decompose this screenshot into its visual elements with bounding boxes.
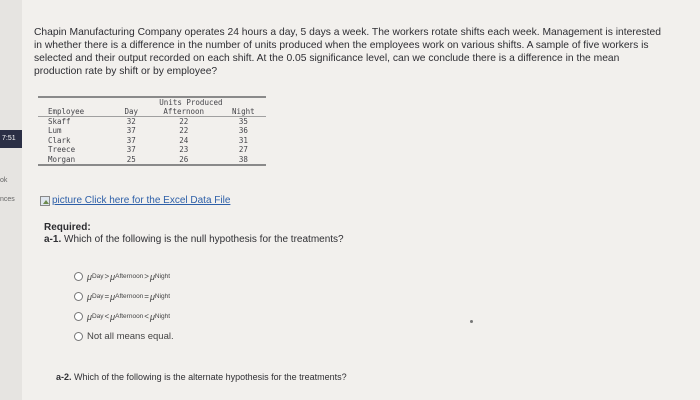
subscript-day: Day <box>91 293 104 300</box>
table-row <box>38 136 266 146</box>
cell-day: 37 <box>126 135 136 145</box>
cell-day: 25 <box>116 155 147 165</box>
subscript-night: Night <box>154 313 171 320</box>
cell-night: 38 <box>221 155 266 165</box>
operator: > <box>144 272 149 281</box>
cell-night: 31 <box>238 135 248 145</box>
cell-employee: Treece <box>48 145 76 155</box>
operator: = <box>104 292 110 301</box>
subscript-afternoon: Afternoon <box>115 313 144 320</box>
cell-employee: Clark <box>48 135 71 145</box>
broken-image-icon <box>40 196 50 206</box>
option-day-lt-afternoon-lt-night[interactable] <box>74 308 174 325</box>
operator: < <box>104 312 110 321</box>
units-produced-table <box>38 96 266 166</box>
mouse-cursor-dot <box>470 320 473 323</box>
table-corner <box>38 97 116 107</box>
option-label: Not all means equal. <box>87 331 174 342</box>
subscript-night: Night <box>154 293 171 300</box>
required-heading: Required: <box>44 222 91 233</box>
group-header: Units Produced <box>116 97 266 107</box>
column-header: Employee <box>38 107 116 117</box>
table-row <box>38 126 266 136</box>
subscript-afternoon: Afternoon <box>115 273 144 280</box>
cell-day: 32 <box>126 117 136 126</box>
subscript-day: Day <box>91 313 104 320</box>
subscript-afternoon: Afternoon <box>115 293 144 300</box>
cell-day: 37 <box>126 126 136 136</box>
question-a1-number: a-1. <box>44 234 62 245</box>
option-day-gt-afternoon-gt-night[interactable] <box>74 268 174 285</box>
cell-afternoon: 23 <box>179 145 189 155</box>
radio-button[interactable] <box>74 272 83 281</box>
cell-employee: Lum <box>48 126 62 136</box>
option-not-all-means-equal[interactable] <box>74 328 174 345</box>
operator: < <box>144 312 149 321</box>
operator: = <box>144 292 149 301</box>
excel-link-text[interactable]: picture Click here for the Excel Data File <box>52 195 231 206</box>
cell-day: 37 <box>126 145 136 155</box>
problem-statement: Chapin Manufacturing Company operates 24 hours a day, 5 days a week. The workers rotate shifts each week. Management is interested in whether there is a difference in the number of units produced when the employees work on various shifts. A sample of five workers is selected and their output recorded on each shift. At the 0.05 significance level, can we conclude there is a difference in the mean production rate by shift or by employee? <box>34 27 661 77</box>
question-a1 <box>44 234 344 245</box>
mu-symbol: μ <box>110 311 116 322</box>
mu-symbol: μ <box>87 271 92 282</box>
question-a2 <box>56 372 347 382</box>
cell-afternoon: 24 <box>179 135 189 145</box>
table-row <box>38 117 266 127</box>
table-row <box>38 145 266 155</box>
table-row <box>38 155 266 165</box>
radio-button[interactable] <box>74 292 83 301</box>
mu-symbol: μ <box>149 311 155 322</box>
mu-symbol: μ <box>110 291 116 302</box>
mu-symbol: μ <box>149 291 155 302</box>
column-header: Day <box>116 107 147 117</box>
cell-afternoon: 22 <box>179 126 189 136</box>
timer-badge: 7:51 <box>0 130 22 148</box>
cell-afternoon: 22 <box>179 117 189 126</box>
cell-employee: Morgan <box>38 155 116 165</box>
cell-afternoon: 26 <box>147 155 221 165</box>
sidebar-label-references[interactable]: nces <box>0 196 15 203</box>
mu-symbol: μ <box>149 271 155 282</box>
operator: > <box>104 272 110 281</box>
radio-button[interactable] <box>74 312 83 321</box>
question-a1-text: Which of the following is the null hypothesis for the treatments? <box>64 234 344 245</box>
question-a2-text: Which of the following is the alternate hypothesis for the treatments? <box>74 372 347 382</box>
column-header: Night <box>221 107 266 117</box>
column-header: Afternoon <box>147 107 221 117</box>
mu-symbol: μ <box>87 291 92 302</box>
mu-symbol: μ <box>110 271 116 282</box>
cell-night: 27 <box>238 145 248 155</box>
excel-data-link[interactable] <box>40 195 230 206</box>
cell-night: 36 <box>238 126 248 136</box>
sidebar-label-ok[interactable]: ok <box>0 177 8 184</box>
radio-button[interactable] <box>74 332 83 341</box>
subscript-night: Night <box>154 273 171 280</box>
question-a2-number: a-2. <box>56 372 72 382</box>
answer-options <box>74 268 174 348</box>
subscript-day: Day <box>91 273 104 280</box>
cell-employee: Skaff <box>48 117 71 126</box>
cell-night: 35 <box>238 117 248 126</box>
option-day-eq-afternoon-eq-night[interactable] <box>74 288 174 305</box>
mu-symbol: μ <box>87 311 92 322</box>
